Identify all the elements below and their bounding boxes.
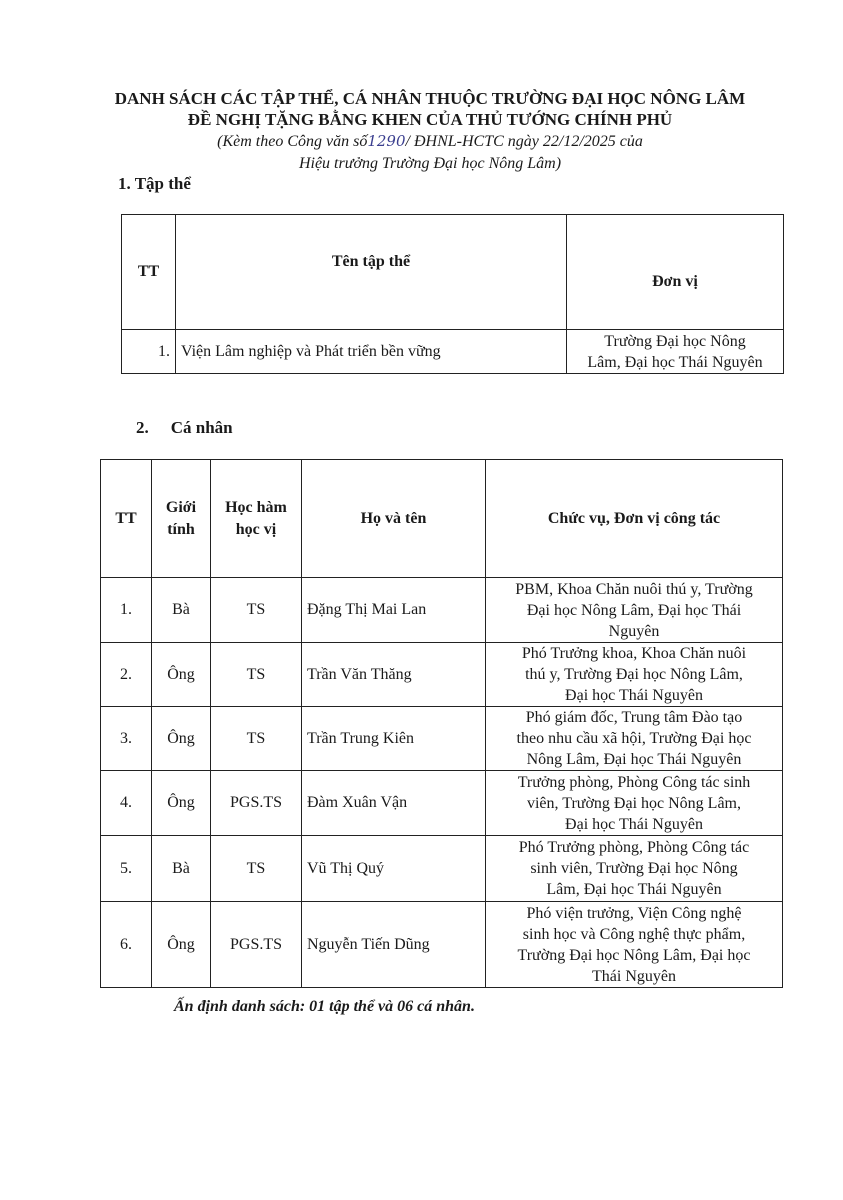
row-number: 6. [101,902,152,988]
subtitle-suffix: / ĐHNL-HCTC ngày 22/12/2025 của [405,133,643,150]
column-header-gender: Giới tính [152,460,211,578]
table-row [101,771,783,836]
column-header-collective-name: Tên tập thể [176,215,567,330]
table-row [101,707,783,771]
full-name: Đàm Xuân Vận [302,771,486,836]
position-unit: Phó viện trưởng, Viện Công nghệ sinh học và Công nghệ thực phẩm, Trường Đại học Nông Lâm, Đại học Thái Nguyên [486,902,783,988]
table-row [101,578,783,643]
unit-line: Trường Đại học Nông [604,332,746,350]
row-number: 5. [101,836,152,902]
gender: Ông [152,707,211,771]
table-row [122,330,784,374]
table-header-row [122,215,784,330]
position-unit: Phó giám đốc, Trung tâm Đào tạo theo nhu cầu xã hội, Trường Đại học Nông Lâm, Đại học Thái Nguyên [486,707,783,771]
gender: Ông [152,771,211,836]
full-name: Đặng Thị Mai Lan [302,578,486,643]
table-row [101,643,783,707]
gender: Ông [152,643,211,707]
position-unit: Phó Trưởng khoa, Khoa Chăn nuôi thú y, Trường Đại học Nông Lâm, Đại học Thái Nguyên [486,643,783,707]
full-name: Vũ Thị Quý [302,836,486,902]
gender: Bà [152,578,211,643]
degree: TS [211,836,302,902]
full-name: Nguyễn Tiến Dũng [302,902,486,988]
position-unit: PBM, Khoa Chăn nuôi thú y, Trường Đại học Nông Lâm, Đại học Thái Nguyên [486,578,783,643]
heading-number: 2. [136,418,149,437]
column-header-unit: Đơn vị [567,215,784,330]
degree: TS [211,578,302,643]
row-number: 2. [101,643,152,707]
column-header-full-name: Họ và tên [302,460,486,578]
degree: PGS.TS [211,902,302,988]
document-subtitle-line2: Hiệu trưởng Trường Đại học Nông Lâm) [298,155,562,172]
table-header-row [101,460,783,578]
degree: PGS.TS [211,771,302,836]
column-header-tt: TT [101,460,152,578]
row-number: 4. [101,771,152,836]
document-title-line1: DANH SÁCH CÁC TẬP THỂ, CÁ NHÂN THUỘC TRƯỜNG ĐẠI HỌC NÔNG LÂM [114,89,746,108]
collectives-table [121,214,784,374]
column-header-position: Chức vụ, Đơn vị công tác [486,460,783,578]
position-unit: Phó Trưởng phòng, Phòng Công tác sinh viên, Trường Đại học Nông Lâm, Đại học Thái Nguyên [486,836,783,902]
table-row [101,902,783,988]
table-row [101,836,783,902]
column-header-degree: Học hàm học vị [211,460,302,578]
heading-text: Cá nhân [170,418,233,437]
collective-name: Viện Lâm nghiệp và Phát triển bền vững [176,330,567,374]
subtitle-prefix: (Kèm theo Công văn số [217,133,368,150]
summary-note: Ấn định danh sách: 01 tập thể và 06 cá nhân. [174,998,475,1015]
handwritten-doc-number: 1290 [367,132,406,150]
column-header-tt: TT [122,215,176,330]
document-title-line2: ĐỀ NGHỊ TẶNG BẰNG KHEN CỦA THỦ TƯỚNG CHÍNH PHỦ [187,110,673,129]
degree: TS [211,643,302,707]
row-number: 1. [122,330,176,374]
section-heading-collectives: 1. Tập thể [118,174,191,193]
individuals-table [100,459,783,988]
position-unit: Trưởng phòng, Phòng Công tác sinh viên, Trường Đại học Nông Lâm, Đại học Thái Nguyên [486,771,783,836]
section-heading-individuals [136,418,233,438]
row-number: 3. [101,707,152,771]
gender: Bà [152,836,211,902]
collective-unit [567,330,784,374]
full-name: Trần Văn Thăng [302,643,486,707]
row-number: 1. [101,578,152,643]
unit-line: Lâm, Đại học Thái Nguyên [587,353,763,371]
full-name: Trần Trung Kiên [302,707,486,771]
degree: TS [211,707,302,771]
document-subtitle-line1 [80,131,780,152]
gender: Ông [152,902,211,988]
